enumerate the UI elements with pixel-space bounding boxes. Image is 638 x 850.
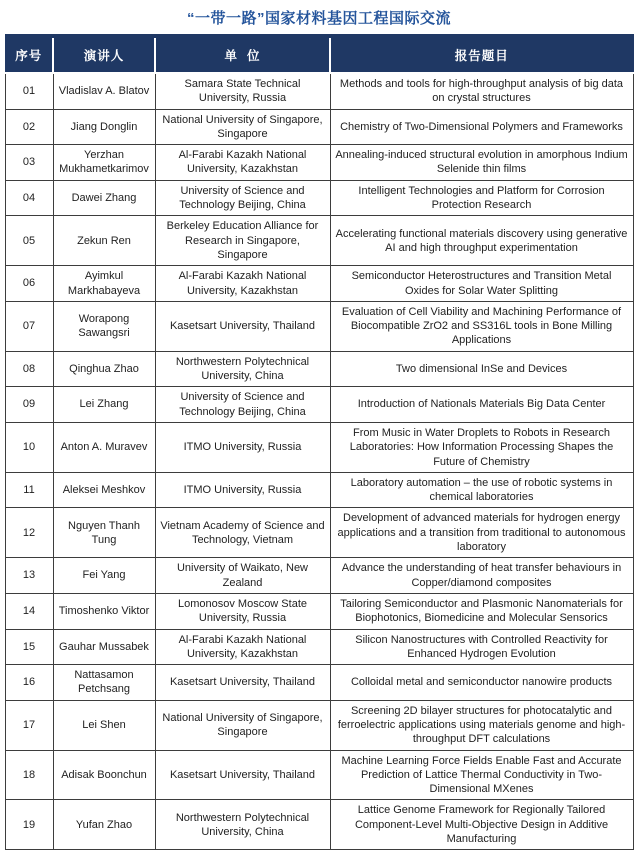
cell-no: 07 xyxy=(5,301,53,351)
cell-report-title: Two dimensional InSe and Devices xyxy=(330,351,633,387)
cell-report-title: Advance the understanding of heat transfer behaviours in Copper/diamond composites xyxy=(330,558,633,594)
speakers-table xyxy=(5,34,634,850)
cell-speaker: Fei Yang xyxy=(53,558,155,594)
cell-speaker: Anton A. Muravev xyxy=(53,422,155,472)
table-row xyxy=(5,629,633,665)
cell-no: 16 xyxy=(5,665,53,701)
cell-affiliation: Lomonosov Moscow State University, Russia xyxy=(155,593,330,629)
cell-speaker: Nattasamon Petchsang xyxy=(53,665,155,701)
cell-speaker: Yerzhan Mukhametkarimov xyxy=(53,145,155,181)
cell-no: 03 xyxy=(5,145,53,181)
cell-affiliation: Berkeley Education Alliance for Research in Singapore, Singapore xyxy=(155,216,330,266)
cell-affiliation: National University of Singapore, Singapore xyxy=(155,700,330,750)
cell-report-title: Tailoring Semiconductor and Plasmonic Nanomaterials for Biophotonics, Biomedicine and Molecular Sensorics xyxy=(330,593,633,629)
table-body xyxy=(5,73,633,850)
table-row xyxy=(5,180,633,216)
cell-affiliation: Northwestern Polytechnical University, China xyxy=(155,351,330,387)
cell-report-title: Introduction of Nationals Materials Big Data Center xyxy=(330,387,633,423)
cell-affiliation: Samara State Technical University, Russia xyxy=(155,73,330,109)
cell-no: 10 xyxy=(5,422,53,472)
cell-speaker: Worapong Sawangsri xyxy=(53,301,155,351)
table-row xyxy=(5,301,633,351)
cell-affiliation: ITMO University, Russia xyxy=(155,422,330,472)
cell-speaker: Timoshenko Viktor xyxy=(53,593,155,629)
page-title: “一带一路”国家材料基因工程国际交流 xyxy=(186,10,451,27)
column-header-report-title: 报告题目 xyxy=(330,36,633,73)
table-row xyxy=(5,73,633,109)
cell-no: 17 xyxy=(5,700,53,750)
column-header-no: 序号 xyxy=(5,36,53,73)
cell-report-title: Annealing-induced structural evolution in amorphous Indium Selenide thin films xyxy=(330,145,633,181)
cell-speaker: Jiang Donglin xyxy=(53,109,155,145)
cell-report-title: Intelligent Technologies and Platform for Corrosion Protection Research xyxy=(330,180,633,216)
cell-report-title: From Music in Water Droplets to Robots in Research Laboratories: How Information Processing Shapes the Future of Chemistry xyxy=(330,422,633,472)
cell-no: 01 xyxy=(5,73,53,109)
cell-speaker: Dawei Zhang xyxy=(53,180,155,216)
table-row xyxy=(5,558,633,594)
table-row xyxy=(5,145,633,181)
cell-report-title: Development of advanced materials for hydrogen energy applications and a transition from traditional to autonomous laboratory xyxy=(330,508,633,558)
table-row xyxy=(5,750,633,800)
cell-speaker: Aleksei Meshkov xyxy=(53,472,155,508)
table-row xyxy=(5,700,633,750)
cell-no: 18 xyxy=(5,750,53,800)
cell-report-title: Chemistry of Two-Dimensional Polymers and Frameworks xyxy=(330,109,633,145)
table-row xyxy=(5,665,633,701)
cell-no: 08 xyxy=(5,351,53,387)
cell-affiliation: Kasetsart University, Thailand xyxy=(155,301,330,351)
cell-affiliation: Kasetsart University, Thailand xyxy=(155,665,330,701)
cell-speaker: Lei Shen xyxy=(53,700,155,750)
table-row xyxy=(5,800,633,850)
cell-no: 13 xyxy=(5,558,53,594)
table-header-row xyxy=(5,36,633,73)
cell-report-title: Laboratory automation – the use of robotic systems in chemical laboratories xyxy=(330,472,633,508)
table-row xyxy=(5,422,633,472)
cell-report-title: Silicon Nanostructures with Controlled Reactivity for Enhanced Hydrogen Evolution xyxy=(330,629,633,665)
cell-report-title: Colloidal metal and semiconductor nanowire products xyxy=(330,665,633,701)
cell-report-title: Machine Learning Force Fields Enable Fast and Accurate Prediction of Lattice Thermal Conductivity in Two-Dimensional MXenes xyxy=(330,750,633,800)
table-row xyxy=(5,387,633,423)
cell-affiliation: Al-Farabi Kazakh National University, Kazakhstan xyxy=(155,145,330,181)
table-row xyxy=(5,472,633,508)
cell-report-title: Evaluation of Cell Viability and Machining Performance of Biocompatible ZrO2 and SS316L tools in Bone Milling Applications xyxy=(330,301,633,351)
cell-speaker: Ayimkul Markhabayeva xyxy=(53,266,155,302)
table-row xyxy=(5,216,633,266)
cell-affiliation: Northwestern Polytechnical University, China xyxy=(155,800,330,850)
cell-no: 04 xyxy=(5,180,53,216)
cell-affiliation: Vietnam Academy of Science and Technology, Vietnam xyxy=(155,508,330,558)
cell-no: 06 xyxy=(5,266,53,302)
cell-speaker: Vladislav A. Blatov xyxy=(53,73,155,109)
cell-no: 12 xyxy=(5,508,53,558)
cell-report-title: Accelerating functional materials discovery using generative AI and high throughput experimentation xyxy=(330,216,633,266)
table-row xyxy=(5,508,633,558)
cell-affiliation: ITMO University, Russia xyxy=(155,472,330,508)
cell-report-title: Lattice Genome Framework for Regionally Tailored Component-Level Multi-Objective Design in Additive Manufacturing xyxy=(330,800,633,850)
cell-speaker: Zekun Ren xyxy=(53,216,155,266)
column-header-affiliation: 单 位 xyxy=(155,36,330,73)
table-row xyxy=(5,593,633,629)
cell-no: 14 xyxy=(5,593,53,629)
cell-affiliation: University of Science and Technology Beijing, China xyxy=(155,180,330,216)
cell-speaker: Lei Zhang xyxy=(53,387,155,423)
cell-report-title: Methods and tools for high-throughput analysis of big data on crystal structures xyxy=(330,73,633,109)
cell-speaker: Adisak Boonchun xyxy=(53,750,155,800)
cell-speaker: Yufan Zhao xyxy=(53,800,155,850)
cell-speaker: Qinghua Zhao xyxy=(53,351,155,387)
table-row xyxy=(5,351,633,387)
cell-affiliation: University of Waikato, New Zealand xyxy=(155,558,330,594)
column-header-speaker: 演讲人 xyxy=(53,36,155,73)
cell-affiliation: University of Science and Technology Beijing, China xyxy=(155,387,330,423)
cell-no: 02 xyxy=(5,109,53,145)
cell-affiliation: Al-Farabi Kazakh National University, Kazakhstan xyxy=(155,629,330,665)
table-header xyxy=(5,36,633,73)
cell-speaker: Nguyen Thanh Tung xyxy=(53,508,155,558)
cell-report-title: Semiconductor Heterostructures and Transition Metal Oxides for Solar Water Splitting xyxy=(330,266,633,302)
table-row xyxy=(5,109,633,145)
cell-speaker: Gauhar Mussabek xyxy=(53,629,155,665)
table-row xyxy=(5,266,633,302)
cell-no: 05 xyxy=(5,216,53,266)
cell-no: 15 xyxy=(5,629,53,665)
cell-report-title: Screening 2D bilayer structures for photocatalytic and ferroelectric applications using materials genome and high-throughput DFT calculations xyxy=(330,700,633,750)
cell-affiliation: Kasetsart University, Thailand xyxy=(155,750,330,800)
cell-affiliation: Al-Farabi Kazakh National University, Kazakhstan xyxy=(155,266,330,302)
cell-no: 19 xyxy=(5,800,53,850)
cell-no: 11 xyxy=(5,472,53,508)
cell-affiliation: National University of Singapore, Singapore xyxy=(155,109,330,145)
cell-no: 09 xyxy=(5,387,53,423)
